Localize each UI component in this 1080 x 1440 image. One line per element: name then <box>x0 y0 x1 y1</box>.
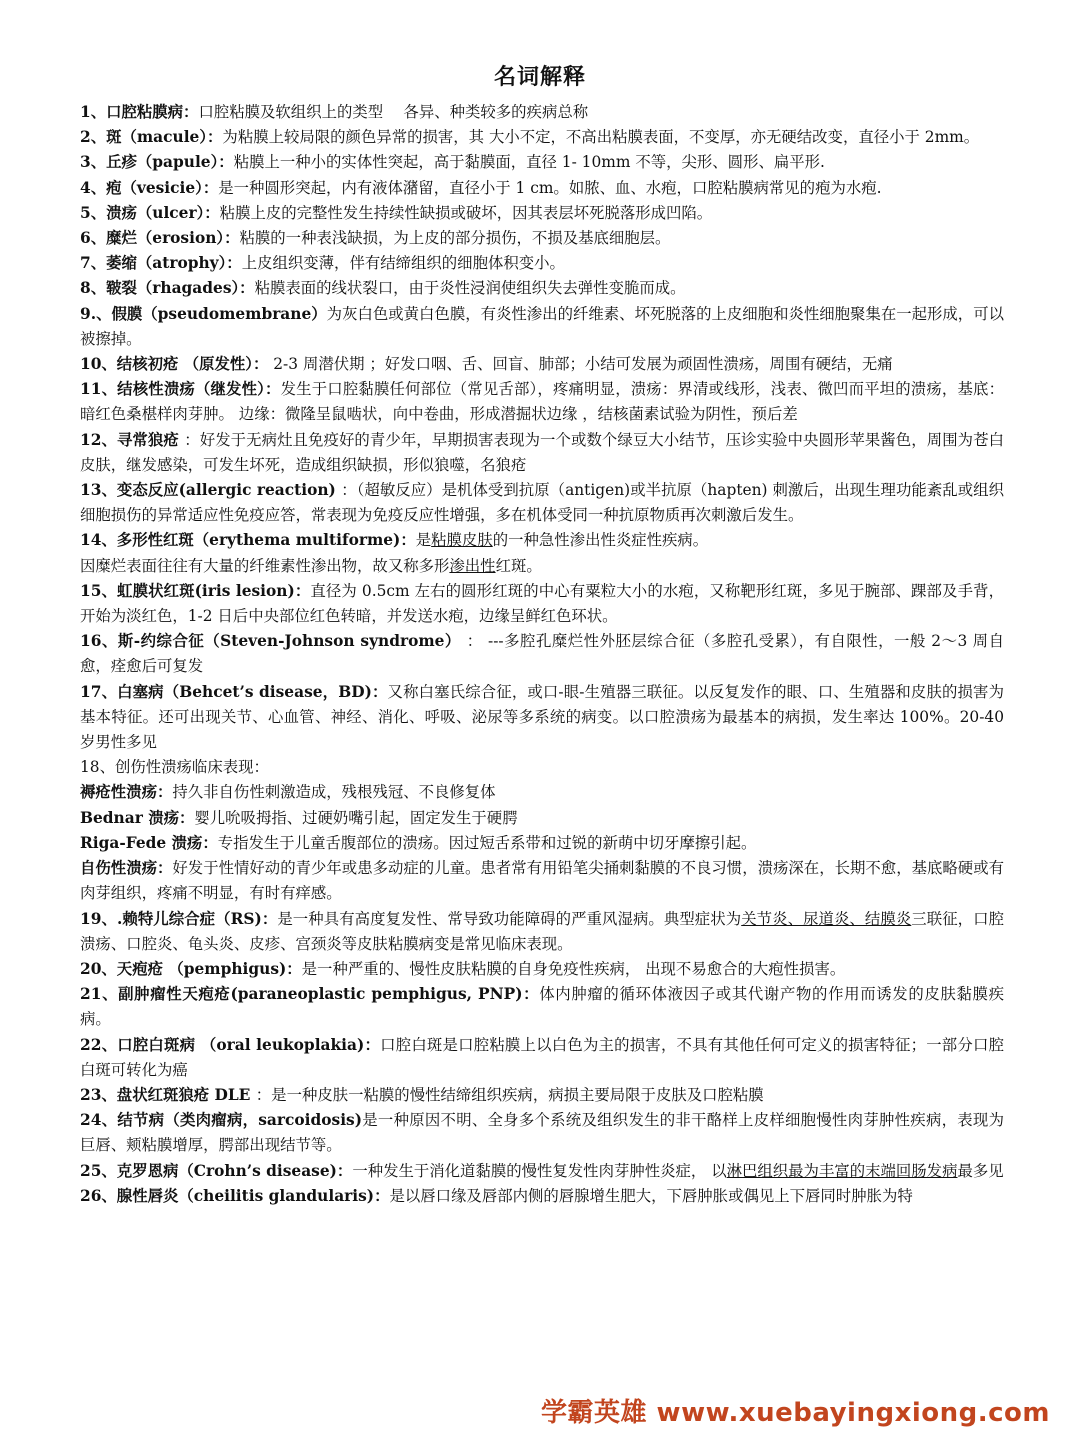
entry-15 <box>80 579 1004 629</box>
entry-term: 21、副肿瘤性天疱疮(paraneoplastic pemphigus, PNP)： <box>80 985 540 1004</box>
entry-term: 14、多形性红斑（erythema multiforme)： <box>80 531 416 550</box>
entry-desc: 粘膜上一种小的实体性突起，高于黏膜面，直径 1- 10mm 不等，尖形、圆形、扁平形. <box>233 153 825 172</box>
entry-25 <box>80 1159 1004 1184</box>
entry-18c <box>80 831 1004 856</box>
entry-desc: 18、创伤性溃疡临床表现： <box>80 758 269 777</box>
entry-desc: 是一种原因不明、全身多个系统及组织发生的非干酪样上皮样细胞慢性肉芽肿性疾病，表现为巨唇、颊粘膜增厚，腭部出现结节等。 <box>80 1111 1004 1155</box>
entry-term: 自伤性溃疡： <box>80 859 173 878</box>
entry-1 <box>80 100 1004 125</box>
entry-desc: 好发于性情好动的青少年或患多动症的儿童。患者常有用铅笔尖捅刺黏膜的不良习惯，溃疡深在，长期不愈，基底略硬或有肉芽组织，疼痛不明显，有时有痒感。 <box>80 859 1004 903</box>
entry-18b <box>80 806 1004 831</box>
entry-7 <box>80 251 1004 276</box>
entry-term: 26、腺性唇炎（cheilitis glandularis)： <box>80 1186 390 1205</box>
entry-desc: 口腔白斑是口腔粘膜上以白色为主的损害，不具有其他任何可定义的损害特征；一部分口腔白斑可转化为癌 <box>80 1035 1004 1079</box>
entry-term: 9.、假膜（pseudomembrane） <box>80 304 327 323</box>
entry-desc: ：好发于无病灶且免疫好的青少年，早期损害表现为一个或数个绿豆大小结节，压诊实验中央圆形苹果酱色，周围为苍白皮肤，继发感染，可发生坏死，造成组织缺损，形似狼噬，名狼疮 <box>80 430 1004 474</box>
entry-24 <box>80 1108 1004 1158</box>
entry-term: 4、疱（vesicie）： <box>80 178 219 197</box>
entry-desc: 2-3 周潜伏期 ；好发口咽、舌、回盲、肺部；小结可发展为顽固性溃疡，周围有硬结，无痛 <box>268 355 893 374</box>
entry-desc: 三联征，口腔溃疡、口腔炎、龟头炎、皮疹、宫颈炎等皮肤粘膜病变是常见临床表现。 <box>80 909 1004 953</box>
entry-12 <box>80 428 1004 478</box>
entry-desc: 上皮组织变薄，伴有结缔组织的细胞体积变小。 <box>241 254 565 273</box>
entry-term: 8、皲裂（rhagades）： <box>80 279 255 298</box>
entry-term: 6、糜烂（erosion）： <box>80 229 240 248</box>
entry-23 <box>80 1083 1004 1108</box>
underlined-text: 渗出性 <box>449 556 496 575</box>
definitions-list <box>80 100 1004 1209</box>
entry-term: Bednar 溃疡： <box>80 808 195 827</box>
entry-term: 17、白塞病（Behcet’s disease，BD)： <box>80 682 388 701</box>
entry-desc: 为灰白色或黄白色膜，有炎性渗出的纤维素、坏死脱落的上皮细胞和炎性细胞聚集在一起形成，可以被擦掉。 <box>80 304 1004 348</box>
entry-desc: 为粘膜上较局限的颜色异常的损害，其 大小不定，不高出粘膜表面，不变厚，亦无硬结改变，直径小于 2mm。 <box>222 128 980 147</box>
entry-desc: 是一种严重的、慢性皮肤粘膜的自身免疫性疾病， 出现不易愈合的大疱性损害。 <box>301 959 846 978</box>
entry-6 <box>80 226 1004 251</box>
entry-9 <box>80 302 1004 352</box>
entry-5 <box>80 201 1004 226</box>
entry-desc: 是一种具有高度复发性、常导致功能障碍的严重风湿病。典型症状为 <box>277 909 742 928</box>
entry-3 <box>80 150 1004 175</box>
entry-desc: 婴儿吮吸拇指、过硬奶嘴引起，固定发生于硬腭 <box>194 808 518 827</box>
page-title: 名词解释 <box>493 64 586 90</box>
entry-term: 24、结节病（类肉瘤病，sarcoidosis) <box>80 1111 362 1130</box>
entry-term: 25、克罗恩病（Crohn’s disease)： <box>80 1161 353 1180</box>
entry-desc: 直径为 0.5cm 左右的圆形红斑的中心有粟粒大小的水疱，又称靶形红斑，多见于腕部、踝部及手背，开始为淡红色，1-2 日后中央部位红色转暗，并发送水疱，边缘呈鲜红色环状。 <box>80 581 1004 626</box>
entry-4 <box>80 176 1004 201</box>
entry-11 <box>80 377 1004 427</box>
entry-term: 3、丘疹（papule）： <box>80 153 234 172</box>
entry-term: 1、口腔粘膜病： <box>80 103 199 121</box>
entry-16 <box>80 629 1004 679</box>
entry-desc: 的一种急性渗出性炎症性疾病。 <box>492 531 709 550</box>
underlined-text: 粘膜皮肤 <box>431 531 493 550</box>
entry-term: 19、.赖特儿综合症（RS)： <box>80 909 278 928</box>
entry-desc: 专指发生于儿童舌腹部位的溃疡。因过短舌系带和过锐的新萌中切牙摩擦引起。 <box>217 833 757 852</box>
entry-term: 11、结核性溃疡（继发性）： <box>80 380 281 399</box>
entry-desc: 是一种圆形突起，内有液体潴留，直径小于 1 cm。如脓、血、水疱，口腔粘膜病常见的疱为水疱. <box>218 178 882 197</box>
entry-26 <box>80 1184 1004 1209</box>
entry-desc: ： ---多腔孔糜烂性外胚层综合征（多腔孔受累），有自限性，一般 2～3 周自愈，痊愈后可复发 <box>80 632 1004 676</box>
underlined-text: 淋巴组织最为丰富的末端回肠发病 <box>726 1161 958 1180</box>
entry-desc: 发生于口腔黏膜任何部位（常见舌部），疼痛明显，溃疡：界清或线形，浅表、微凹而平坦的溃疡，基底：暗红色桑椹样肉芽肿。 边缘：微隆呈鼠啮状，向中卷曲，形成潜掘状边缘 ，结核菌素试验为阴性，预后差 <box>80 380 1004 424</box>
entry-18a <box>80 780 1004 805</box>
entry-term: 13、变态反应(allergic reaction) <box>80 481 342 500</box>
entry-term: 5、溃疡（ulcer）： <box>80 203 220 222</box>
entry-term: 22、口腔白斑病 （oral leukoplakia)： <box>80 1035 381 1054</box>
entry-desc: 一种发生于消化道黏膜的慢性复发性肉芽肿性炎症， 以 <box>352 1161 727 1180</box>
site-watermark: 学霸英雄 www.xuebayingxiong.com <box>541 1398 1050 1428</box>
entry-desc: ：（超敏反应）是机体受到抗原（antigen)或半抗原（hapten) 刺激后，出现生理功能紊乱或组织细胞损伤的异常适应性免疫应答，常表现为免疫反应性增强，多在机体受同一种抗原物质再次刺激后发生。 <box>80 481 1004 525</box>
entry-21 <box>80 982 1004 1032</box>
entry-desc: 最多见 <box>957 1161 1004 1180</box>
entry-desc: 是以唇口缘及唇部内侧的唇腺增生肥大，下唇肿胀或偶见上下唇同时肿胀为特 <box>389 1186 913 1205</box>
entry-13 <box>80 478 1004 528</box>
entry-desc: 红斑。 <box>495 556 542 575</box>
entry-14-continued <box>80 554 1004 579</box>
entry-20 <box>80 957 1004 982</box>
entry-desc: 粘膜上皮的完整性发生持续性缺损或破坏，因其表层坏死脱落形成凹陷。 <box>219 203 713 222</box>
entry-term: 23、盘状红斑狼疮 DLE <box>80 1085 256 1104</box>
entry-desc: 体内肿瘤的循环体液因子或其代谢产物的作用而诱发的皮肤黏膜疾病。 <box>80 985 1004 1029</box>
entry-term: 10、结核初疮 （原发性）： <box>80 355 269 374</box>
entry-term: 15、虹膜状红斑(iris lesion)： <box>80 581 311 600</box>
entry-17 <box>80 680 1004 756</box>
entry-desc: 因糜烂表面往往有大量的纤维素性渗出物，故又称多形 <box>80 556 450 575</box>
entry-term: Riga-Fede 溃疡： <box>80 833 218 852</box>
entry-desc: ：是一种皮肤一粘膜的慢性结缔组织疾病，病损主要局限于皮肤及口腔粘膜 <box>255 1085 764 1104</box>
entry-term: 7、萎缩（atrophy）： <box>80 254 242 273</box>
entry-desc: 是 <box>415 531 432 550</box>
underlined-text: 关节炎、尿道炎、结膜炎 <box>741 909 912 928</box>
entry-8 <box>80 276 1004 301</box>
entry-18 <box>80 755 1004 780</box>
entry-desc: 持久非自伤性刺激造成，残根残冠、不良修复体 <box>172 783 496 802</box>
entry-18d <box>80 856 1004 906</box>
entry-10 <box>80 352 1004 377</box>
entry-19 <box>80 907 1004 957</box>
entry-term: 12、寻常狼疮 <box>80 430 185 449</box>
entry-14 <box>80 528 1004 553</box>
entry-term: 褥疮性溃疡： <box>80 783 173 802</box>
entry-2 <box>80 125 1004 150</box>
entry-term: 16、斯-约综合征（Steven-Johnson syndrome） <box>80 632 467 651</box>
entry-22 <box>80 1033 1004 1083</box>
entry-desc: 粘膜的一种表浅缺损，为上皮的部分损伤，不损及基底细胞层。 <box>239 229 671 248</box>
entry-term: 2、斑（macule）： <box>80 128 223 147</box>
entry-desc: 又称白塞氏综合征，或口-眼-生殖器三联征。以反复发作的眼、口、生殖器和皮肤的损害为基本特征。还可出现关节、心血管、神经、消化、呼吸、泌尿等多系统的病变。以口腔溃疡为最基本的病损，发生率达 100%。20-40 岁男性多见 <box>80 682 1004 752</box>
entry-term: 20、天疱疮 （pemphigus)： <box>80 959 302 978</box>
entry-desc: 粘膜表面的线状裂口，由于炎性浸润使组织失去弹性变脆而成。 <box>254 279 686 298</box>
entry-desc: 口腔粘膜及软组织上的类型 各异、种类较多的疾病总称 <box>198 103 589 121</box>
